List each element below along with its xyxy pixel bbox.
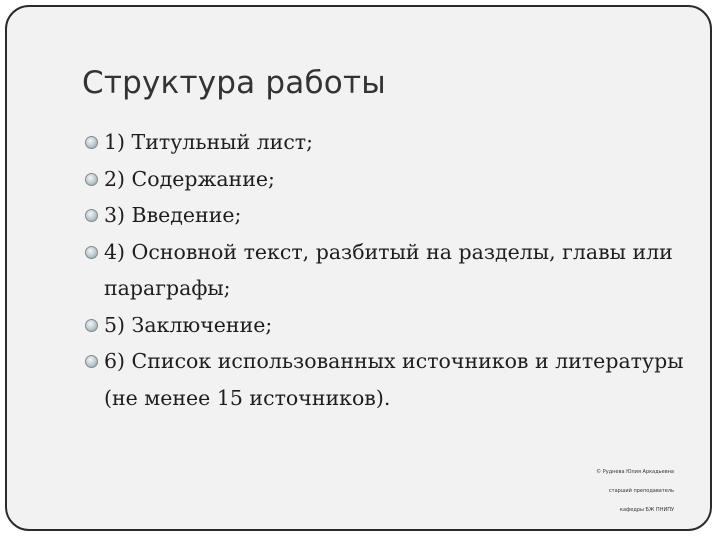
- bullet-text: 6) Список использованных источников и литературы (не менее 15 источников).: [104, 349, 684, 410]
- bullet-item-conclusion: [83, 307, 695, 344]
- slide-title: Структура работы: [82, 65, 386, 101]
- bullet-dot-icon: [85, 209, 98, 222]
- bullet-dot-icon: [85, 246, 98, 259]
- slide-frame: [5, 5, 712, 531]
- bullet-item-introduction: [83, 197, 695, 234]
- bullet-text: 3) Введение;: [104, 203, 242, 227]
- bullet-list: [83, 124, 695, 416]
- bullet-dot-icon: [85, 355, 98, 368]
- bullet-item-contents: [83, 161, 695, 198]
- bullet-item-title-page: [83, 124, 695, 161]
- footer-position: старший преподаватель: [608, 488, 674, 494]
- author-footer: [554, 463, 674, 520]
- bullet-dot-icon: [85, 319, 98, 332]
- footer-department: кафедры БЖ ПНИПУ: [619, 507, 674, 513]
- bullet-dot-icon: [85, 136, 98, 149]
- bullet-item-main-text: [83, 234, 695, 307]
- bullet-text: 4) Основной текст, разбитый на разделы, главы или параграфы;: [104, 239, 673, 300]
- footer-author: © Руднева Юлия Аркадьевна: [596, 469, 674, 475]
- bullet-text: 2) Содержание;: [104, 166, 275, 191]
- bullet-text: 5) Заключение;: [104, 312, 273, 337]
- bullet-text: 1) Титульный лист;: [104, 130, 314, 154]
- bullet-dot-icon: [85, 173, 98, 186]
- bullet-item-references: [83, 343, 695, 416]
